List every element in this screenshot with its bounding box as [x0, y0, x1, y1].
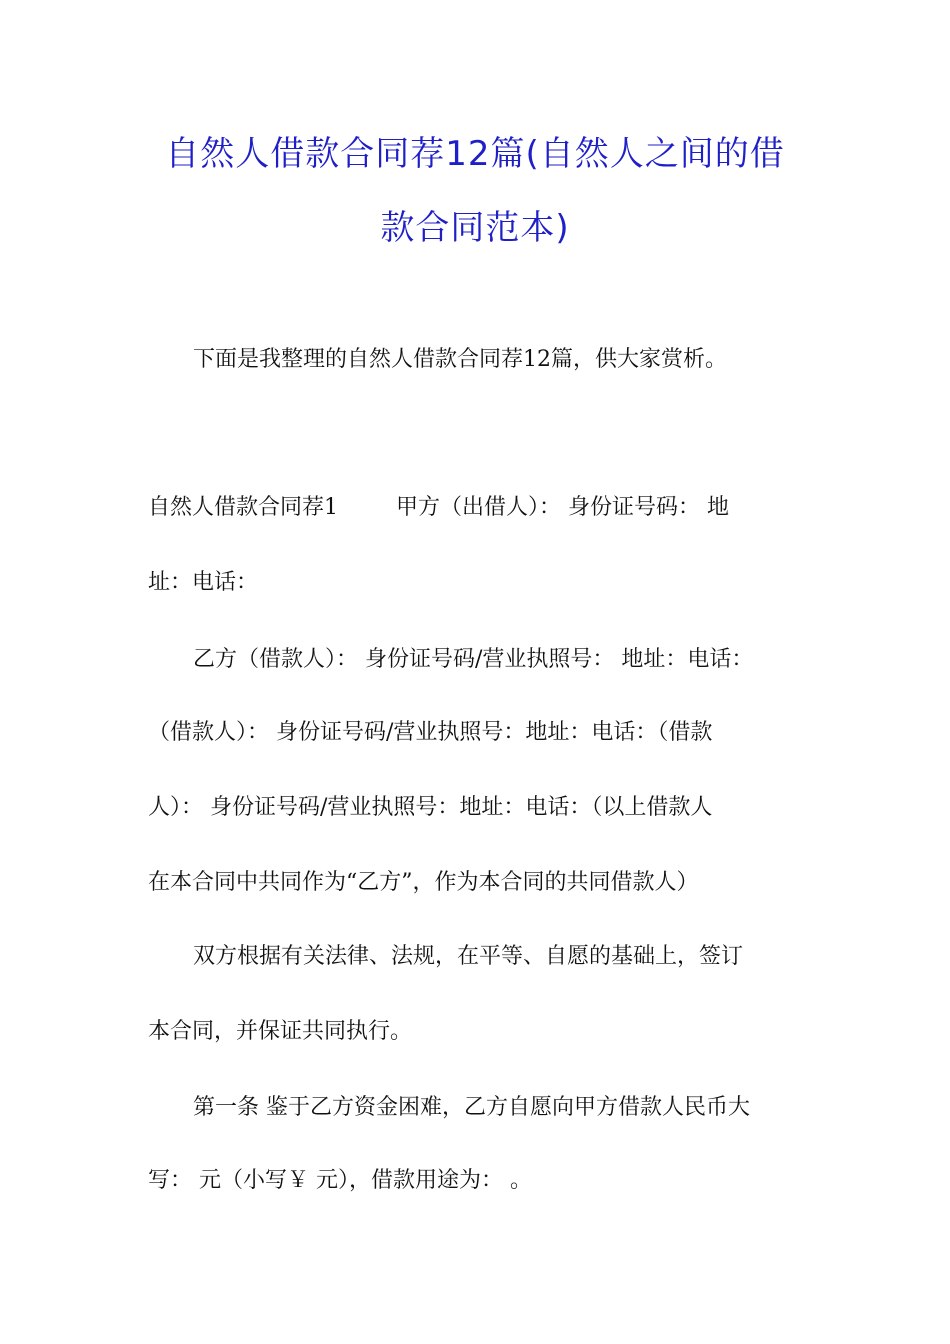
- section-1-first-line: [148, 493, 828, 523]
- body-line: （借款人）： 身份证号码/营业执照号：地址：电话：（借款: [148, 720, 713, 745]
- party-b-line: 乙方（借款人）： 身份证号码/营业执照号： 地址：电话：: [193, 647, 754, 672]
- body-line: 在本合同中共同作为“乙方”，作为本合同的共同借款人）: [148, 870, 699, 895]
- document-title-line-1: 自然人借款合同荐12篇(自然人之间的借: [165, 134, 785, 174]
- body-line: 本合同，并保证共同执行。: [148, 1019, 413, 1044]
- body-paragraph-start: 双方根据有关法律、法规，在平等、自愿的基础上，签订: [193, 944, 744, 969]
- section-1-heading: 自然人借款合同荐1: [148, 495, 338, 520]
- body-line: 址：电话：: [148, 570, 259, 595]
- document-title-line-2: 款合同范本): [380, 208, 570, 248]
- intro-paragraph: 下面是我整理的自然人借款合同荐12篇，供大家赏析。: [193, 347, 727, 372]
- body-line: 人）： 身份证号码/营业执照号：地址：电话：（以上借款人: [148, 795, 713, 820]
- body-line: 写： 元（小写￥ 元），借款用途为： 。: [148, 1168, 532, 1193]
- party-a-line: 甲方（出借人）： 身份证号码： 地: [396, 495, 729, 520]
- article-1-line: 第一条 鉴于乙方资金困难，乙方自愿向甲方借款人民币大: [193, 1095, 750, 1120]
